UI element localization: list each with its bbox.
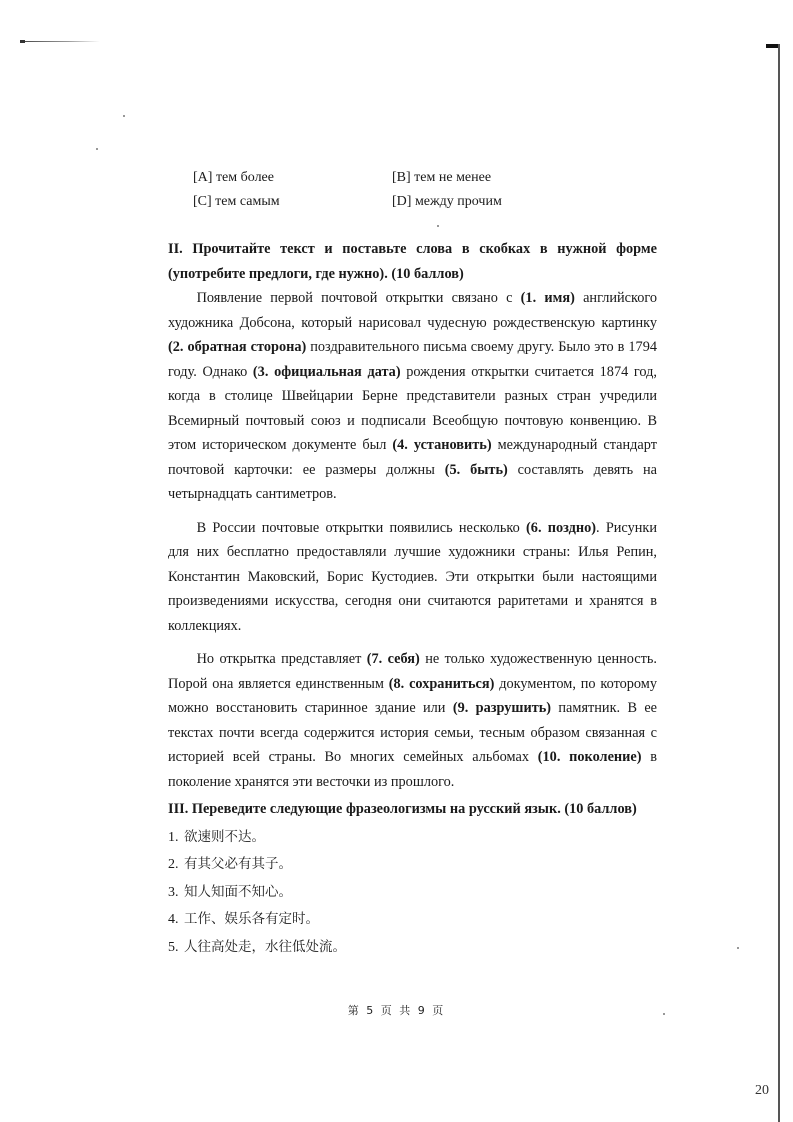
section-2-paragraph (168, 286, 657, 507)
paragraph-text: В России почтовые открытки появились несколько (196, 519, 527, 536)
option-text: между прочим (414, 194, 502, 209)
phrase-item (168, 824, 657, 852)
phrase-text: 欲速则不达。 (184, 828, 265, 845)
blank-prompt: (4. установить) (392, 437, 492, 453)
blank-prompt: (2. обратная сторона) (168, 339, 307, 355)
phrase-item (168, 906, 657, 934)
phrase-text: 人往高处走，水往低处流。 (184, 938, 346, 955)
option-text: тем самым (215, 194, 280, 209)
phrase-item (168, 879, 657, 907)
option-text: тем более (215, 170, 274, 185)
option-label: [D] (392, 194, 412, 209)
option-label: [B] (392, 170, 411, 185)
phrase-item (168, 934, 657, 962)
paragraph-text: памятник. В ее текстах почти всегда содержится история семьи, тесным образом связанная с историей всей страны. Во многих семейных альбомах (168, 700, 658, 765)
blank-prompt: (8. сохраниться) (388, 675, 495, 692)
scan-edge-right (778, 44, 780, 1122)
option-d (392, 190, 502, 214)
section-3-heading: III. Переведите следующие фразеологизмы на русский язык. (10 баллов) (168, 801, 637, 817)
paragraph-text: . Рисунки для них бесплатно предоставляли лучшие художники страны: Илья Репин, Константин Маковский, Борис Кустодиев. Эти открытки были настоящими произведениями искусства, сегодня они считаются раритетами и хранятся в коллекциях. (168, 519, 657, 634)
phrase-text: 工作、娱乐各有定时。 (184, 911, 319, 927)
blank-prompt: (3. официальная дата) (252, 363, 401, 380)
option-text: тем не менее (414, 170, 492, 185)
phrase-text: 知人知面不知心。 (184, 883, 292, 900)
blank-prompt: (7. себя) (366, 651, 420, 667)
scan-speck (437, 225, 439, 227)
blank-prompt: (9. разрушить) (452, 700, 552, 716)
phrase-item (168, 851, 657, 879)
phrase-number: 5. (168, 939, 179, 955)
option-label: [C] (193, 194, 212, 209)
paragraph-text: международный стандарт почтовой карточки: ее размеры должны (168, 437, 657, 478)
corner-page-number: 20 (755, 1083, 769, 1098)
paragraph-text: Появление первой почтовой открытки связано с (196, 290, 521, 306)
section-2-paragraph (168, 516, 657, 639)
option-label: [A] (193, 170, 213, 185)
scan-speck (123, 115, 125, 117)
scan-speck (737, 947, 739, 949)
phrase-text: 有其父必有其子。 (184, 856, 292, 872)
paragraph-text: английского художника Добсона, который нарисовал чудесную рождественскую картинку (168, 290, 658, 331)
phrase-number: 2. (168, 857, 179, 872)
section-2 (168, 237, 657, 794)
paragraph-text: документом, по которому можно восстановить старинное здание или (168, 675, 658, 716)
page-indicator: 第 5 页 共 9 页 (347, 1004, 446, 1017)
phrase-number: 4. (168, 912, 179, 927)
section-2-heading: II. Прочитайте текст и поставьте слова в скобках в нужной форме (употребите предлоги, где нужно). (10 баллов) (168, 241, 657, 282)
scan-edge-top-left (20, 41, 100, 42)
paragraph-text: составлять девять на четырнадцать сантиметров. (168, 461, 657, 502)
scan-speck (96, 148, 98, 150)
paragraph-text: поздравительного письма своему другу. Было это в 1794 году. Однако (168, 339, 657, 380)
blank-prompt: (6. поздно) (526, 519, 597, 536)
blank-prompt: (10. поколение) (537, 749, 642, 765)
option-c (193, 190, 280, 214)
paragraph-text: Но открытка представляет (196, 651, 367, 667)
phrase-number: 3. (168, 884, 179, 900)
blank-prompt: (5. быть) (444, 461, 508, 478)
option-b (392, 166, 491, 190)
paragraph-text: в поколение хранятся эти весточки из прошлого. (168, 749, 658, 790)
phrase-number: 1. (168, 829, 179, 845)
blank-prompt: (1. имя) (520, 290, 575, 306)
option-a (193, 166, 274, 190)
phrase-list (168, 824, 657, 962)
paragraph-text: рождения открытки считается 1874 год, когда в столице Швейцарии Берне представители разных стран учредили Всемирный почтовый союз и подписали Всеобщую почтовую конвенцию. В этом историческом документе был (168, 363, 657, 453)
section-3 (168, 797, 657, 961)
paragraph-text: не только художественную ценность. Порой она является единственным (168, 651, 657, 692)
section-2-paragraph (168, 647, 657, 794)
